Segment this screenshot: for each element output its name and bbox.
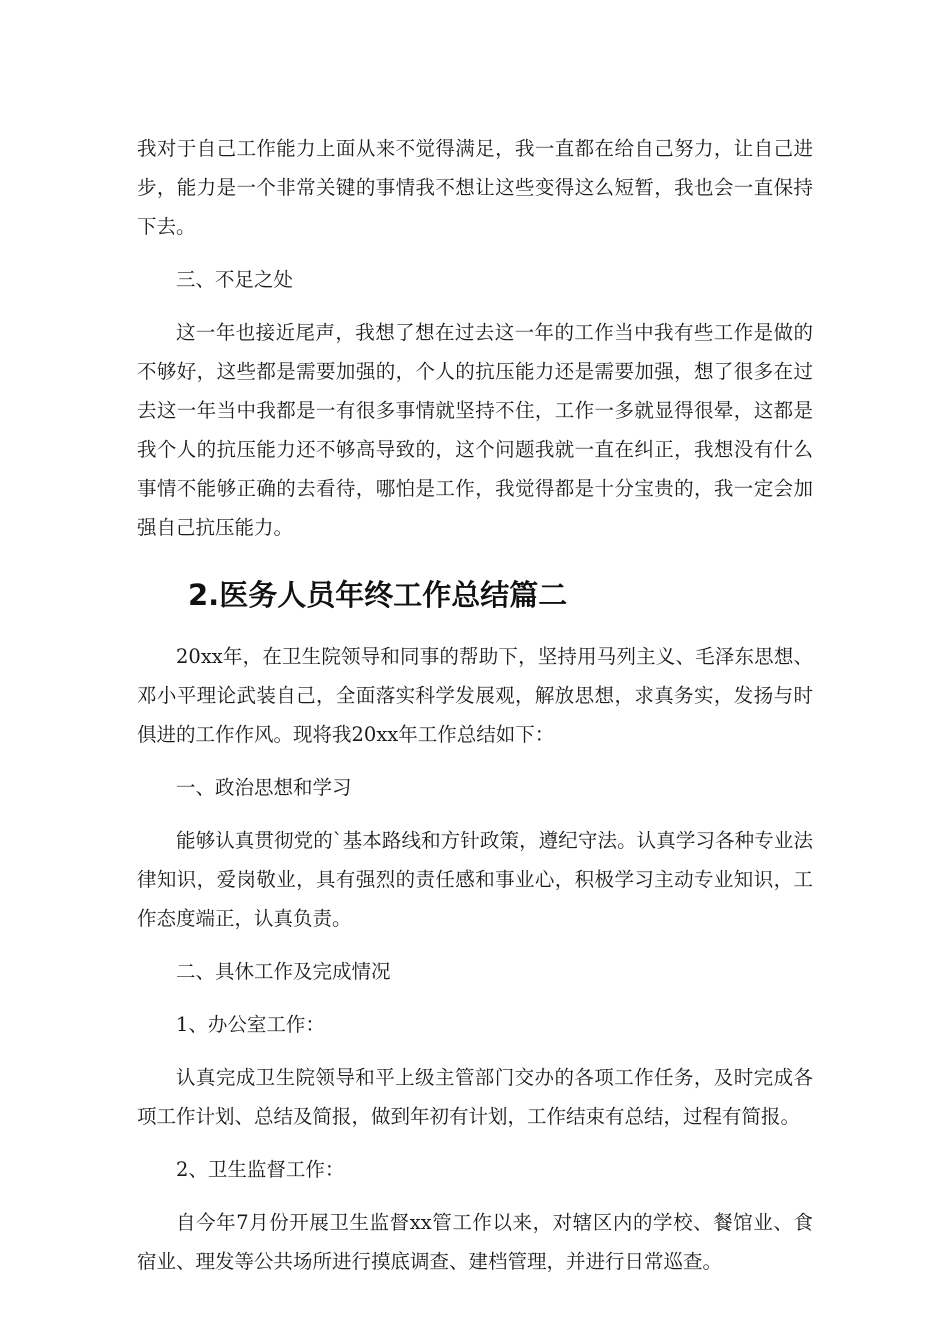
section-title-politics: 一、政治思想和学习 — [176, 776, 352, 799]
paragraph-ability: 我对于自己工作能力上面从来不觉得满足，我一直都在给自己努力，让自己进步，能力是一个非常关键的事情我不想让这些变得这么短暂，我也会一直保持下去。 — [137, 137, 813, 238]
article-heading: 2.医务人员年终工作总结篇二 — [188, 578, 568, 612]
section-title-shortcomings: 三、不足之处 — [176, 268, 294, 291]
paragraph-supervision: 自今年7月份开展卫生监督xx管工作以来，对辖区内的学校、餐馆业、食宿业、理发等公共场所进行摸底调查、建档管理，并进行日常巡查。 — [137, 1211, 813, 1273]
paragraph-politics: 能够认真贯彻党的`基本路线和方针政策，遵纪守法。认真学习各种专业法律知识，爱岗敬业，具有强烈的责任感和事业心，积极学习主动专业知识，工作态度端正，认真负责。 — [137, 829, 813, 930]
paragraph-office: 认真完成卫生院领导和平上级主管部门交办的各项工作任务，及时完成各项工作计划、总结及简报，做到年初有计划，工作结束有总结，过程有简报。 — [137, 1066, 813, 1128]
section-title-work: 二、具休工作及完成情况 — [176, 960, 391, 983]
document-body — [137, 129, 813, 1281]
subsection-title-office: 1、办公室工作： — [176, 1013, 325, 1036]
paragraph-shortcomings: 这一年也接近尾声，我想了想在过去这一年的工作当中我有些工作是做的不够好，这些都是需要加强的，个人的抗压能力还是需要加强，想了很多在过去这一年当中我都是一有很多事情就坚持不住，工作一多就显得很晕，这都是我个人的抗压能力还不够高导致的，这个问题我就一直在纠正，我想没有什么事情不能够正确的去看待，哪怕是工作，我觉得都是十分宝贵的，我一定会加强自己抗压能力。 — [137, 321, 813, 539]
paragraph-intro: 20xx年，在卫生院领导和同事的帮助下，坚持用马列主义、毛泽东思想、邓小平理论武装自己，全面落实科学发展观，解放思想，求真务实，发扬与时俱进的工作作风。现将我20xx年工作总结如下： — [137, 645, 813, 746]
subsection-title-supervision: 2、卫生监督工作： — [176, 1158, 345, 1181]
